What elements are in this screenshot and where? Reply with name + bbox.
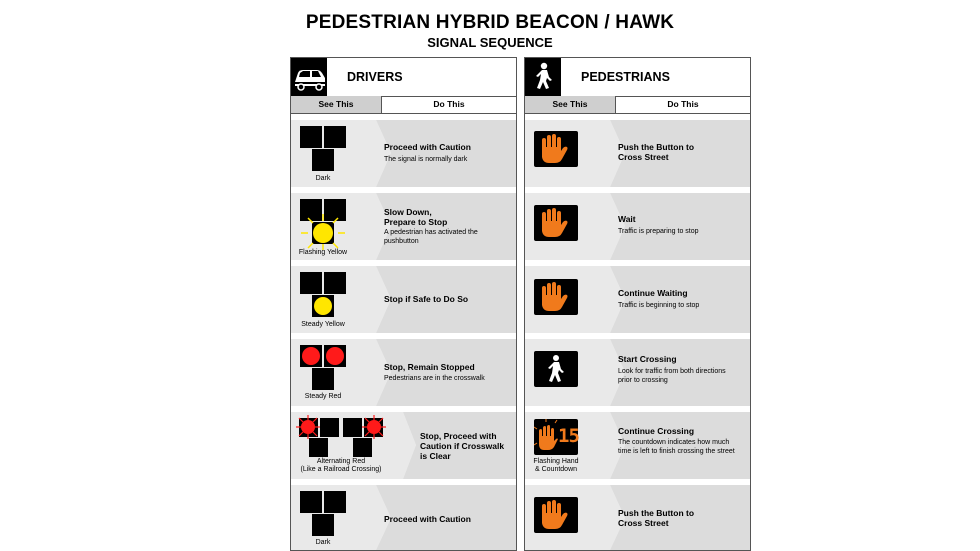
drivers-action-title: Slow Down, Prepare to Stop <box>384 207 448 227</box>
pedestrians-row <box>525 120 750 187</box>
drivers-title: DRIVERS <box>347 70 403 84</box>
hand-icon <box>534 205 578 241</box>
beacon-alternating-red-icon <box>295 414 387 458</box>
drivers-action-title: Proceed with Caution <box>384 514 471 524</box>
pedestrians-action-title: Wait <box>618 214 636 224</box>
pedestrians-row <box>525 339 750 406</box>
drivers-row <box>291 412 516 479</box>
walking-person-icon <box>534 351 578 387</box>
pedestrians-title: PEDESTRIANS <box>581 70 670 84</box>
pedestrians-col-do: Do This <box>667 99 699 109</box>
pedestrians-column-header <box>525 96 750 114</box>
drivers-action-title: Stop if Safe to Do So <box>384 294 469 304</box>
pedestrians-action-title: Push the Button to Cross Street <box>618 142 695 162</box>
drivers-action-desc: Pedestrians are in the crosswalk <box>384 375 485 382</box>
pedestrians-action-desc: Look for traffic from both directions prior to crossing <box>618 368 726 384</box>
drivers-caption: Alternating Red (Like a Railroad Crossing) <box>300 458 382 473</box>
pedestrians-action-title: Continue Crossing <box>618 426 695 436</box>
drivers-caption: Flashing Yellow <box>298 249 348 256</box>
drivers-caption: Steady Red <box>304 393 342 400</box>
drivers-col-do: Do This <box>433 99 465 109</box>
pedestrians-action-desc: Traffic is beginning to stop <box>618 302 700 309</box>
pedestrians-action-title: Push the Button to Cross Street <box>618 508 695 528</box>
drivers-caption: Steady Yellow <box>301 321 345 328</box>
beacon-dark-icon <box>300 126 346 172</box>
pedestrians-action-desc: Traffic is preparing to stop <box>618 228 699 235</box>
drivers-row <box>291 120 516 187</box>
pedestrians-row <box>525 485 750 550</box>
hand-icon <box>534 497 578 533</box>
pedestrians-header <box>525 58 750 97</box>
countdown-hand-icon <box>534 419 578 455</box>
drivers-action-desc: The signal is normally dark <box>384 156 468 163</box>
beacon-steady-red-icon <box>300 345 346 391</box>
drivers-action-desc: A pedestrian has activated the pushbutton <box>384 229 478 245</box>
hand-icon <box>534 131 578 167</box>
drivers-row <box>291 339 516 406</box>
page-subtitle: SIGNAL SEQUENCE <box>427 35 553 50</box>
drivers-action-title: Stop, Remain Stopped <box>384 362 475 372</box>
beacon-dark-icon <box>300 491 346 537</box>
pedestrians-panel <box>524 57 751 551</box>
drivers-row <box>291 266 516 333</box>
drivers-col-see: See This <box>291 96 382 113</box>
drivers-column-header <box>291 96 516 114</box>
drivers-caption: Dark <box>315 539 331 546</box>
pedestrians-action-title: Start Crossing <box>618 354 677 364</box>
pedestrians-row <box>525 412 750 479</box>
walking-person-icon <box>525 58 561 96</box>
drivers-row <box>291 193 516 260</box>
hand-icon <box>534 279 578 315</box>
page-title: PEDESTRIAN HYBRID BEACON / HAWK <box>305 12 675 33</box>
drivers-panel <box>290 57 517 551</box>
drivers-caption: Dark <box>315 175 331 182</box>
pedestrians-caption: Flashing Hand & Countdown <box>533 458 579 473</box>
drivers-header <box>291 58 516 97</box>
drivers-action-title: Stop, Proceed with Caution if Crosswalk is Clear <box>420 431 505 461</box>
beacon-steady-yellow-icon <box>300 272 346 318</box>
pedestrians-action-desc: The countdown indicates how much time is left to finish crossing the street <box>618 439 735 455</box>
pedestrians-row <box>525 266 750 333</box>
car-icon <box>291 58 327 96</box>
pedestrians-action-title: Continue Waiting <box>618 288 688 298</box>
pedestrians-col-see: See This <box>525 96 616 113</box>
pedestrians-row <box>525 193 750 260</box>
drivers-action-title: Proceed with Caution <box>384 142 471 152</box>
beacon-flashing-yellow-icon <box>297 199 349 251</box>
countdown-number: 15 <box>558 425 579 447</box>
drivers-row <box>291 485 516 550</box>
